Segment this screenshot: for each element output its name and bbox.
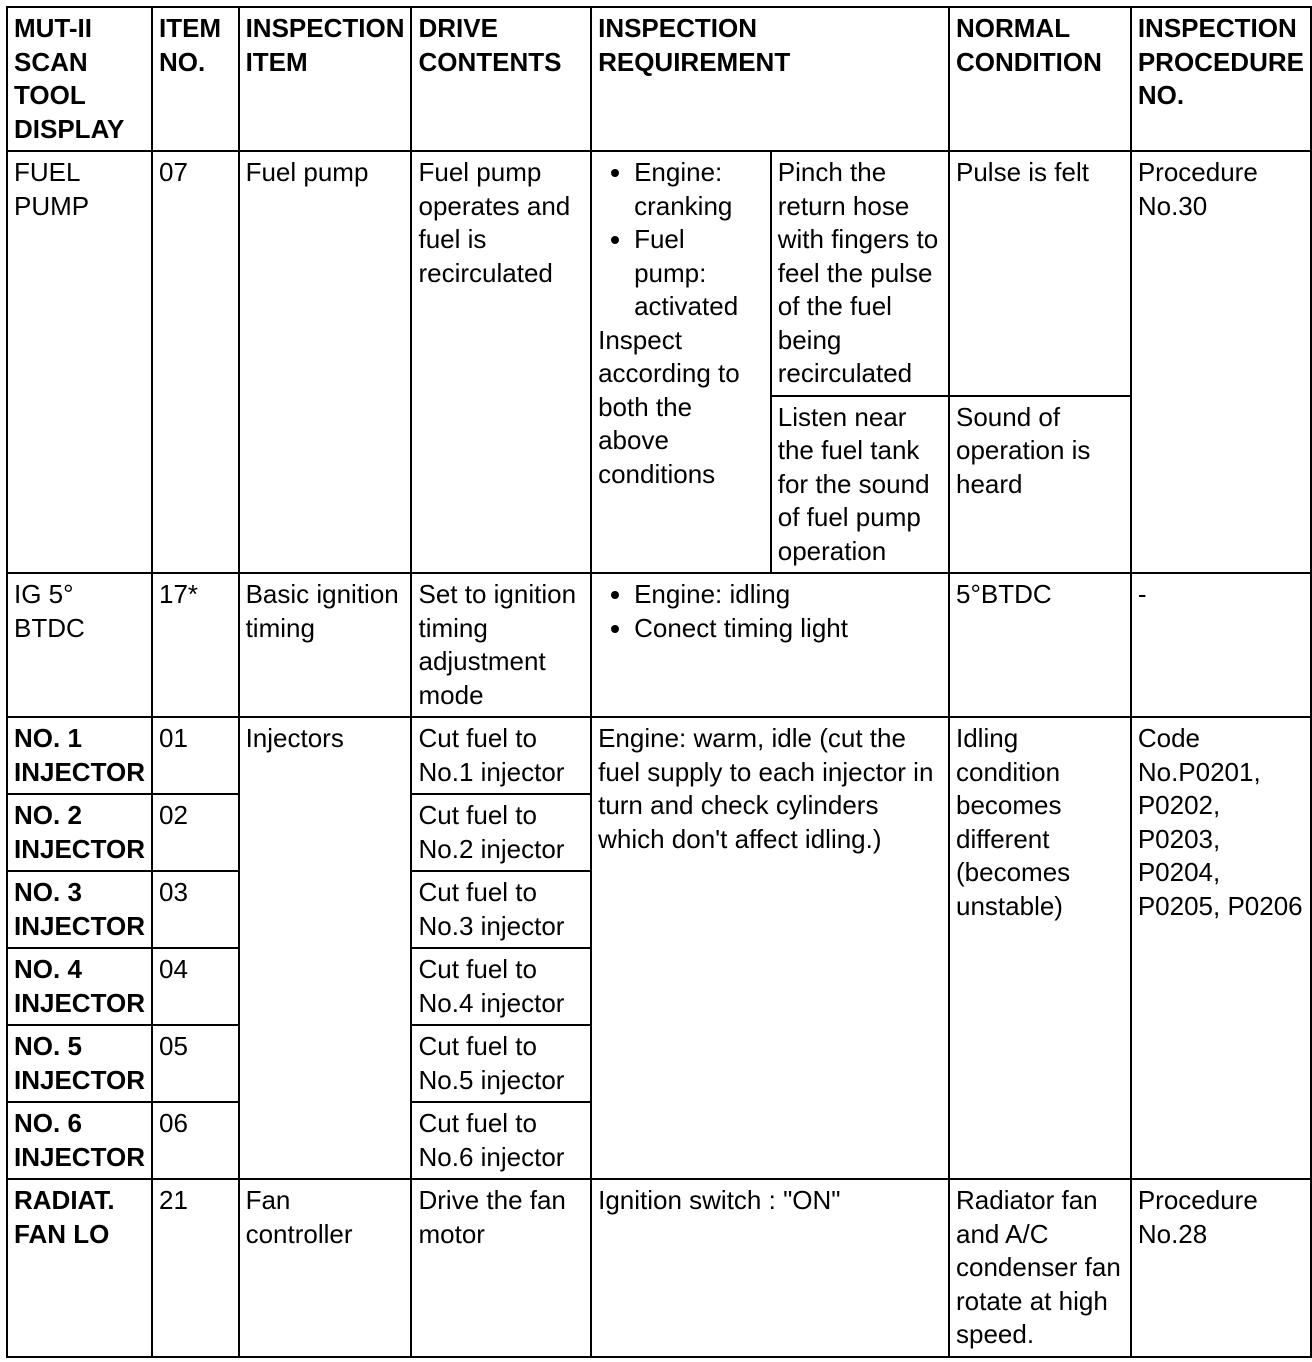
fuel-pump-bullet-1: • Engine: cranking [634, 156, 764, 223]
injector-4-display: NO. 4 INJECTOR [7, 948, 152, 1025]
table-row-injector-1 [7, 717, 1311, 794]
header-item-no: ITEM NO. [152, 7, 239, 151]
injector-1-item-no: 01 [152, 717, 239, 794]
fuel-pump-normal-2: Sound of operation is heard [949, 396, 1131, 574]
header-display: MUT-II SCAN TOOL DISPLAY [7, 7, 152, 151]
injector-3-drive: Cut fuel to No.3 injector [411, 871, 591, 948]
injectors-procedure: Code No.P0201, P0202, P0203, P0204, P0205, P0206 [1131, 717, 1311, 1179]
fuel-pump-item-no: 07 [152, 151, 239, 573]
table-row-fan [7, 1179, 1311, 1357]
fuel-pump-check-1: Pinch the return hose with fingers to feel the pulse of the fuel being recirculated [771, 151, 949, 396]
fuel-pump-check-2: Listen near the fuel tank for the sound of fuel pump operation [771, 396, 949, 574]
injector-3-item-no: 03 [152, 871, 239, 948]
ignition-bullet-2: • Conect timing light [634, 612, 942, 646]
header-inspection-item: INSPECTION ITEM [239, 7, 412, 151]
injector-4-item-no: 04 [152, 948, 239, 1025]
ignition-item: Basic ignition timing [239, 573, 412, 717]
injector-6-display: NO. 6 INJECTOR [7, 1102, 152, 1179]
fuel-pump-bullet-2: • Fuel pump: activated [634, 223, 764, 324]
injector-5-display: NO. 5 INJECTOR [7, 1025, 152, 1102]
ignition-drive: Set to ignition timing adjustment mode [411, 573, 591, 717]
injectors-item: Injectors [239, 717, 412, 1179]
header-drive-contents: DRIVE CONTENTS [411, 7, 591, 151]
ignition-procedure: - [1131, 573, 1311, 717]
ignition-display: IG 5° BTDC [7, 573, 152, 717]
injector-1-drive: Cut fuel to No.1 injector [411, 717, 591, 794]
fuel-pump-drive: Fuel pump operates and fuel is recirculated [411, 151, 591, 573]
fan-item-no: 21 [152, 1179, 239, 1357]
injector-6-item-no: 06 [152, 1102, 239, 1179]
fan-requirement: Ignition switch : "ON" [591, 1179, 949, 1357]
fan-drive: Drive the fan motor [411, 1179, 591, 1357]
inspection-table [6, 6, 1312, 1358]
injector-6-drive: Cut fuel to No.6 injector [411, 1102, 591, 1179]
injector-3-display: NO. 3 INJECTOR [7, 871, 152, 948]
injector-2-drive: Cut fuel to No.2 injector [411, 794, 591, 871]
injector-4-drive: Cut fuel to No.4 injector [411, 948, 591, 1025]
fan-procedure: Procedure No.28 [1131, 1179, 1311, 1357]
ignition-item-no: 17* [152, 573, 239, 717]
injectors-requirement: Engine: warm, idle (cut the fuel supply to each injector in turn and check cylinders which don't affect idling.) [591, 717, 949, 1179]
ignition-bullet-1: • Engine: idling [634, 578, 942, 612]
fuel-pump-normal-1: Pulse is felt [949, 151, 1131, 396]
injector-5-drive: Cut fuel to No.5 injector [411, 1025, 591, 1102]
fuel-pump-requirement [591, 151, 771, 573]
header-inspection-requirement: INSPECTION REQUIREMENT [591, 7, 949, 151]
fan-display: RADIAT. FAN LO [7, 1179, 152, 1357]
header-row [7, 7, 1311, 151]
ignition-normal: 5°BTDC [949, 573, 1131, 717]
header-procedure-no: INSPECTION PROCEDURE NO. [1131, 7, 1311, 151]
fan-item: Fan controller [239, 1179, 412, 1357]
fuel-pump-item: Fuel pump [239, 151, 412, 573]
injector-1-display: NO. 1 INJECTOR [7, 717, 152, 794]
ignition-requirement [591, 573, 949, 717]
fuel-pump-procedure: Procedure No.30 [1131, 151, 1311, 573]
injector-2-display: NO. 2 INJECTOR [7, 794, 152, 871]
fuel-pump-req-note: Inspect according to both the above conditions [598, 324, 740, 489]
injector-2-item-no: 02 [152, 794, 239, 871]
table-row-fuel-pump [7, 151, 1311, 396]
fan-normal: Radiator fan and A/C condenser fan rotate at high speed. [949, 1179, 1131, 1357]
table-row-ignition [7, 573, 1311, 717]
fuel-pump-display: FUEL PUMP [7, 151, 152, 573]
injector-5-item-no: 05 [152, 1025, 239, 1102]
injectors-normal: Idling condition becomes different (becomes unstable) [949, 717, 1131, 1179]
header-normal-condition: NORMAL CONDITION [949, 7, 1131, 151]
